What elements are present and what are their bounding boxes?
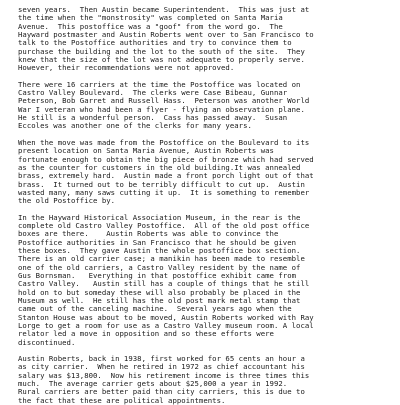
text-line: much. The average carrier gets about $25,000 a year in 1992.	[18, 379, 288, 389]
text-line: Austin Roberts, back in 1938, first worked for 65 cents an hour a	[18, 354, 305, 364]
text-line: came out of the canceling machine. Several years ago when the	[18, 304, 292, 314]
text-line: In the Hayward Historical Association Museum, in the rear is the	[18, 212, 301, 222]
text-line: these boxes. They gave Austin the whole postoffice box section.	[18, 245, 301, 255]
text-line: wasted many, many saws cutting it up. It is something to remember	[18, 187, 310, 197]
paragraph	[18, 214, 388, 348]
text-line: Postoffice authorities in San Francisco that he should be given	[18, 237, 297, 247]
text-line: When the move was made from the Postoffice on the Boulevard to its	[18, 137, 310, 147]
text-line: the time when the "monstrosity" was completed on Santa Maria	[18, 13, 283, 23]
text-line: Castro Valley Boulevard. The clerks were Case Bibeau, Gunnar	[18, 88, 288, 98]
text-line: fortunate enough to obtain the big piece of bronze which had served	[18, 154, 314, 164]
text-line: Rural carriers are better paid than city carriers, this is due to	[18, 387, 305, 397]
text-line: purchase the building and the lot to the south of the site. They	[18, 46, 305, 56]
text-line: However, their recommendations were not approved.	[18, 63, 235, 73]
text-line: Stanton House was about to be moved, Austin Roberts worked with Ray	[18, 312, 314, 322]
text-line: the old Postoffice by.	[18, 196, 116, 206]
paragraph	[18, 139, 388, 206]
text-line: Castro Valley. Austin still has a couple of things that he still	[18, 279, 310, 289]
text-line: the fact that these are political appointments.	[18, 395, 226, 405]
text-line: as the counter for customers in the old building.It was annealed	[18, 162, 301, 172]
text-line: Peterson, Bob Garret and Russell Hass. Peterson was another World	[18, 96, 310, 106]
paragraph	[18, 81, 388, 131]
text-line: complete old Castro Valley Postoffice. All of the old post office	[18, 220, 310, 230]
text-line: as city carrier. When he retired in 1972 as chief accountant his	[18, 362, 305, 372]
paragraph	[18, 6, 388, 73]
text-line: Eccoles was another one of the clerks for many years.	[18, 121, 252, 131]
text-line: seven years. Then Austin became Superintendent. This was just at	[18, 5, 310, 14]
text-line: relator led a move in opposition and so these efforts were	[18, 329, 274, 339]
text-line: Museum as well. He still has the old post mark metal stamp that	[18, 296, 301, 305]
document-body	[18, 6, 388, 405]
text-line: Avenue. This postoffice was a "goof" from the word go. The	[18, 21, 283, 31]
text-line: boxes are there. Austin Roberts was able to convince the	[18, 229, 279, 239]
text-line: Hayward postmaster and Austin Roberts went over to San Francisco to	[18, 30, 314, 40]
text-line: brass, extremely hard. Austin made a front porch light out of that	[18, 171, 314, 181]
text-line: Lorge to get a room for use as a Castro Valley museum room. A local	[18, 321, 314, 331]
paragraph	[18, 355, 388, 405]
text-line: knew that the size of the lot was not adequate to properly serve.	[18, 55, 305, 65]
text-line: talk to the Postoffice authorities and try to convince them to	[18, 38, 292, 48]
text-line: salary was $13,800. Now his retirement income is three times this	[18, 370, 310, 380]
text-line: present location on Santa Maria Avenue, Austin Roberts was	[18, 146, 274, 156]
text-line: He still is a wonderful person. Cass has passed away. Susan	[18, 113, 288, 123]
text-line: There were 16 carriers at the time the Postoffice was located on	[18, 79, 301, 89]
text-line: Gus Bornsman. Everything in that postoffice exhibit came from	[18, 270, 297, 280]
text-line: There is an old carrier case; a manikin has been made to resemble	[18, 254, 305, 264]
text-line: hold on to but someday these will also probably be placed in the	[18, 287, 301, 297]
text-line: War I veteran who had been a flyer - flying an observation plane.	[18, 104, 305, 114]
text-line: discontinued.	[18, 337, 76, 347]
text-line: one of the old carriers, a Castro Valley resident by the name of	[18, 262, 301, 272]
text-line: brass. It turned out to be terribly difficult to cut up. Austin	[18, 179, 305, 189]
